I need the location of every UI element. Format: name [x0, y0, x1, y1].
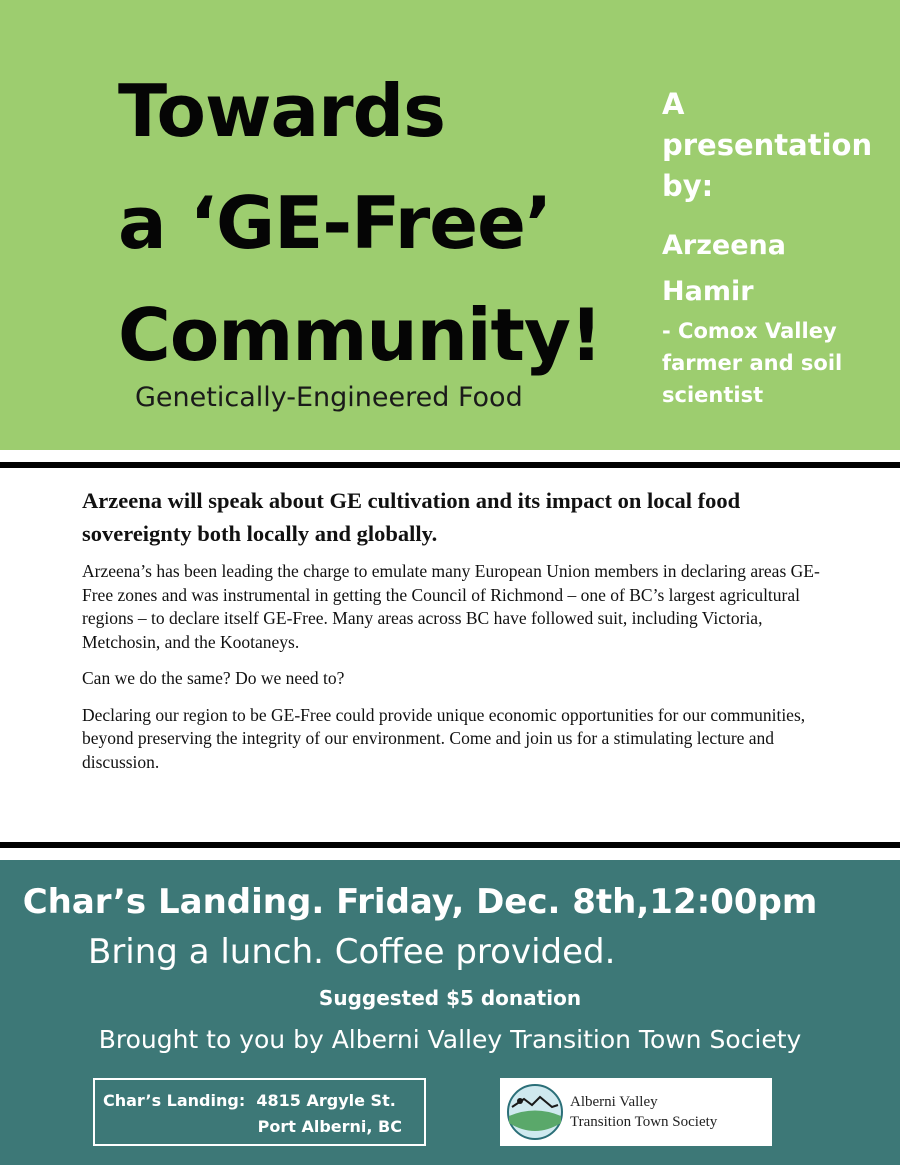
presenter-role-line-1: - Comox Valley	[662, 319, 837, 343]
venue-label: Char’s Landing:	[103, 1091, 246, 1110]
title-line-1: Towards	[118, 69, 446, 153]
lead-paragraph: Arzeena will speak about GE cultivation and its impact on local food sovereignty both locally and globally.	[82, 488, 741, 546]
body-paragraph-3: Declaring our region to be GE-Free could provide unique economic opportunities for our communities, beyond preserving the integrity of our environment. Come and join us for a stimulating lecture and discussion.	[82, 704, 806, 772]
presenter-intro-line-1: A	[662, 87, 685, 121]
presenter-role-line-3: scientist	[662, 383, 764, 407]
event-when: Char’s Landing. Friday, Dec. 8th,12:00pm	[22, 882, 818, 922]
header-panel	[0, 0, 900, 450]
description-section	[82, 484, 842, 787]
presenter-block	[662, 84, 894, 411]
venue-address-box	[93, 1078, 426, 1146]
venue-address-line-1	[103, 1088, 424, 1114]
presenter-role-line-2: farmer and soil	[662, 351, 843, 375]
logo-text-line-2: Transition Town Society	[570, 1114, 718, 1130]
venue-street: 4815 Argyle St.	[256, 1091, 396, 1110]
body-paragraph-2: Can we do the same? Do we need to?	[82, 668, 345, 688]
venue-city: Port Alberni, BC	[257, 1117, 402, 1136]
event-lunch-note: Bring a lunch. Coffee provided.	[88, 932, 616, 972]
presenter-intro-line-3: by:	[662, 169, 714, 203]
presenter-name-first: Arzeena	[662, 230, 786, 261]
title-line-2: a ‘GE-Free’	[118, 181, 552, 265]
presenter-name-last: Hamir	[662, 276, 754, 307]
mountain-valley-logo-icon	[506, 1083, 564, 1141]
title-line-3: Community!	[118, 293, 602, 377]
event-donation: Suggested $5 donation	[318, 986, 582, 1010]
top-divider	[0, 462, 900, 468]
body-paragraph-1: Arzeena’s has been leading the charge to emulate many European Union members in declaring areas GE-Free zones and was instrumental in getting the Council of Richmond – one of BC’s largest agricultural regions – to declare itself GE-Free. Many areas across BC have followed suit, including Victoria, Metchosin, and the Kootaneys.	[82, 561, 820, 652]
event-details-panel	[0, 860, 900, 1165]
society-logo	[500, 1078, 772, 1146]
event-sponsor: Brought to you by Alberni Valley Transition Town Society	[98, 1025, 802, 1054]
logo-text	[570, 1092, 717, 1132]
bottom-divider	[0, 842, 900, 848]
presenter-intro-line-2: presentation	[662, 128, 873, 162]
event-title	[118, 55, 602, 391]
logo-text-line-1: Alberni Valley	[570, 1094, 658, 1110]
event-subtitle: Genetically-Engineered Food	[135, 382, 523, 413]
